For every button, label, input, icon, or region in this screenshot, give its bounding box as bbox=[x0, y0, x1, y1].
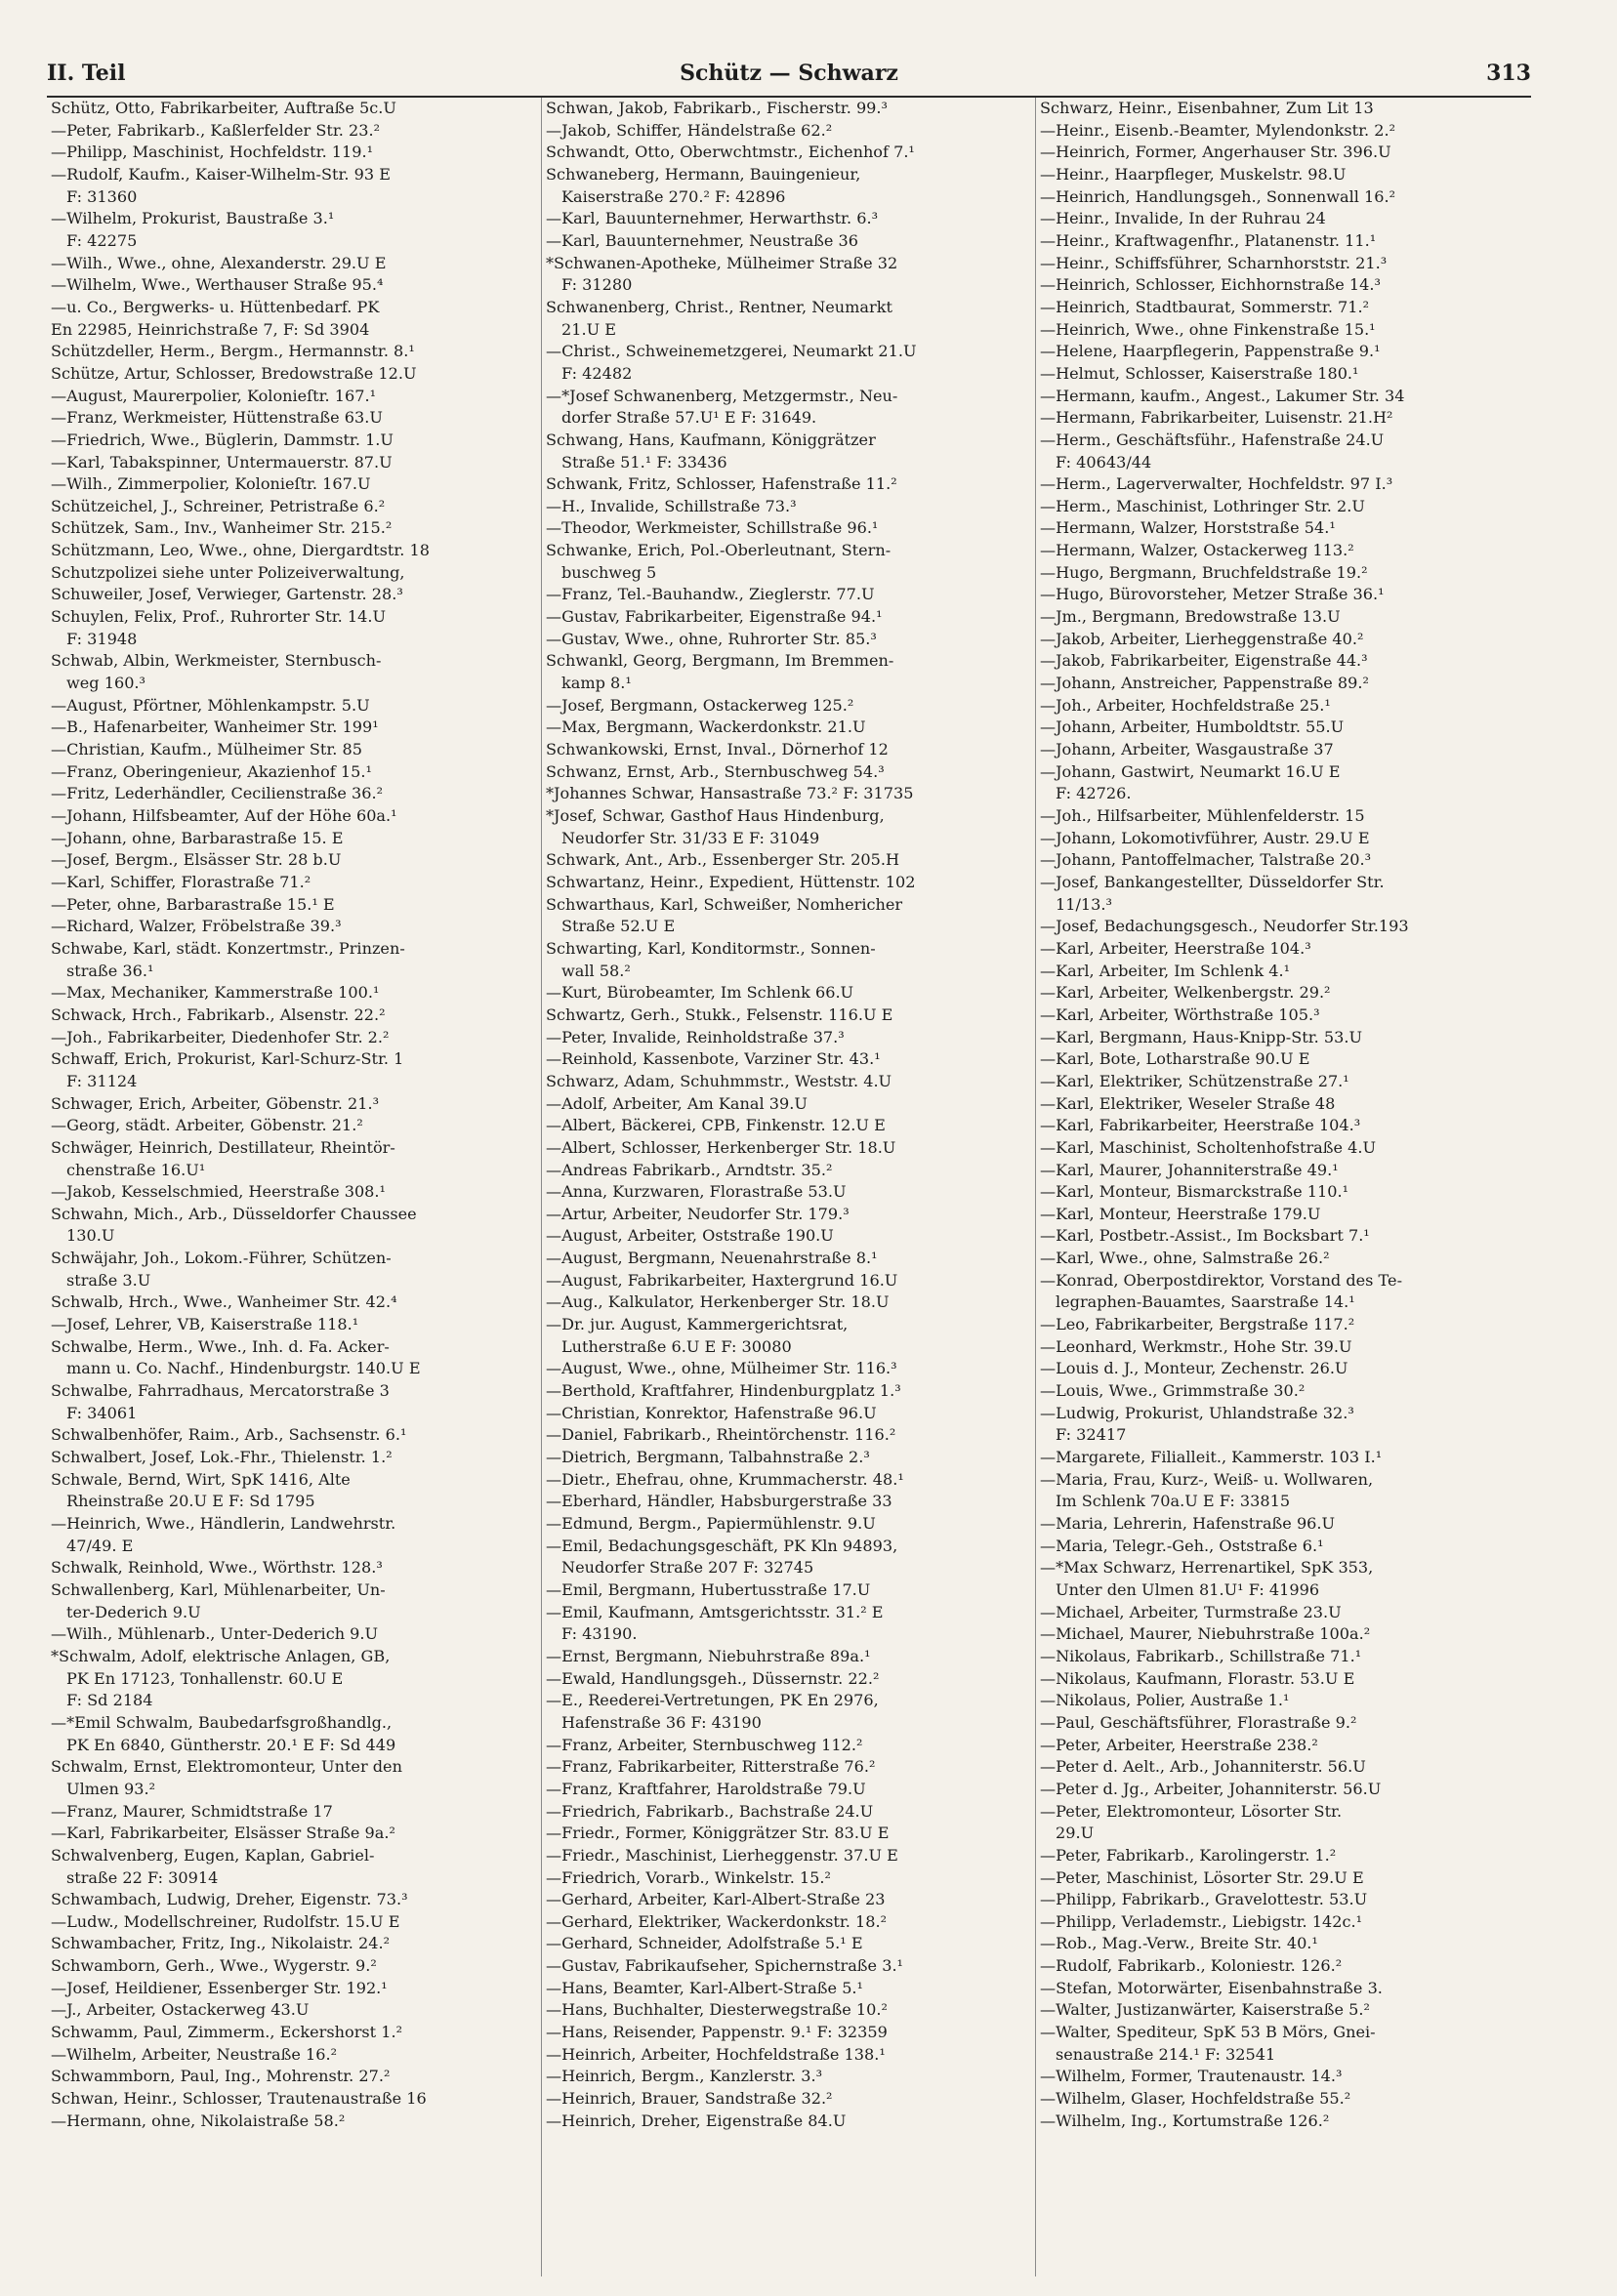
directory-entry: —Emil, Bedachungsgeschäft, PK Kln 94893, bbox=[546, 1536, 898, 1555]
directory-entry: —Gustav, Fabrikaufseher, Spichernstraße 3.¹ bbox=[546, 1956, 904, 1976]
directory-entry: —Hugo, Bürovorsteher, Metzer Straße 36.¹ bbox=[1040, 585, 1385, 604]
directory-entry: Schwabe, Karl, städt. Konzertmstr., Prinzen- bbox=[51, 938, 405, 958]
directory-entry: Schwanz, Ernst, Arb., Sternbuschweg 54.³ bbox=[546, 761, 885, 781]
directory-entry: —August, Bergmann, Neuenahrstraße 8.¹ bbox=[546, 1249, 878, 1268]
directory-entry: senaustraße 214.¹ F: 32541 bbox=[1056, 2044, 1276, 2064]
directory-entry: F: 40643/44 bbox=[1056, 452, 1152, 472]
directory-entry: —Daniel, Fabrikarb., Rheintörchenstr. 116.² bbox=[546, 1425, 896, 1445]
directory-entry: —Louis, Wwe., Grimmstraße 30.² bbox=[1040, 1381, 1306, 1401]
directory-entry: —Kurt, Bürobeamter, Im Schlenk 66.U bbox=[546, 983, 854, 1003]
directory-entry: —Gustav, Fabrikarbeiter, Eigenstraße 94.¹ bbox=[546, 607, 883, 627]
directory-entry: F: 42482 bbox=[561, 363, 633, 383]
directory-entry: —Peter, Fabrikarb., Kaßlerfelder Str. 23.² bbox=[51, 120, 381, 140]
directory-entry: Schützeichel, J., Schreiner, Petristraße 6.² bbox=[51, 496, 386, 515]
directory-entry: ter-Dederich 9.U bbox=[66, 1602, 201, 1621]
directory-entry: —Gerhard, Schneider, Adolfstraße 5.¹ E bbox=[546, 1934, 863, 1953]
directory-entry: —Theodor, Werkmeister, Schillstraße 96.¹ bbox=[546, 518, 879, 538]
directory-entry: Schwab, Albin, Werkmeister, Sternbusch- bbox=[51, 651, 382, 671]
directory-entry: Schwalbe, Herm., Wwe., Inh. d. Fa. Acker- bbox=[51, 1336, 390, 1356]
directory-entry: —Heinrich, Former, Angerhauser Str. 396.U bbox=[1040, 143, 1391, 162]
directory-entry: —Dietrich, Bergmann, Talbahnstraße 2.³ bbox=[546, 1448, 870, 1467]
directory-entry: Schwack, Hrch., Fabrikarb., Alsenstr. 22.² bbox=[51, 1004, 386, 1024]
directory-entry: Schwanenberg, Christ., Rentner, Neumarkt bbox=[546, 297, 892, 316]
directory-entry: —Walter, Justizanwärter, Kaiserstraße 5.² bbox=[1040, 2000, 1370, 2020]
directory-entry: —Dr. jur. August, Kammergerichtsrat, bbox=[546, 1315, 849, 1334]
directory-entry: —Philipp, Verlademstr., Liebigstr. 142c.¹ bbox=[1040, 1911, 1363, 1931]
directory-entry: —Albert, Schlosser, Herkenberger Str. 18.U bbox=[546, 1137, 896, 1157]
directory-entry: —Franz, Maurer, Schmidtstraße 17 bbox=[51, 1801, 333, 1821]
directory-entry: —Peter, Maschinist, Lösorter Str. 29.U E bbox=[1040, 1867, 1364, 1887]
directory-entry: —Karl, Schiffer, Florastraße 71.² bbox=[51, 872, 311, 891]
directory-entry: —Heinr., Eisenb.-Beamter, Mylendonkstr. 2.² bbox=[1040, 120, 1396, 140]
directory-entry: —Friedrich, Fabrikarb., Bachstraße 24.U bbox=[546, 1801, 874, 1821]
directory-entry: —Heinrich, Handlungsgeh., Sonnenwall 16.² bbox=[1040, 186, 1396, 206]
directory-entry: Neudorfer Straße 207 F: 32745 bbox=[561, 1558, 814, 1578]
directory-entry: —Ewald, Handlungsgeh., Düssernstr. 22.² bbox=[546, 1668, 880, 1688]
directory-entry: —Edmund, Bergm., Papiermühlenstr. 9.U bbox=[546, 1514, 876, 1533]
directory-entry: Schwankowski, Ernst, Inval., Dörnerhof 12 bbox=[546, 740, 889, 759]
directory-entry: F: Sd 2184 bbox=[66, 1691, 153, 1710]
directory-entry: Schwahn, Mich., Arb., Düsseldorfer Chaussee bbox=[51, 1204, 417, 1223]
directory-entry: —August, Wwe., ohne, Mülheimer Str. 116.³ bbox=[546, 1359, 897, 1378]
directory-entry: —*Max Schwarz, Herrenartikel, SpK 353, bbox=[1040, 1558, 1374, 1578]
directory-entry: —Margarete, Filialleit., Kammerstr. 103 I.¹ bbox=[1040, 1448, 1383, 1467]
directory-entry: —Wilhelm, Glaser, Hochfeldstraße 55.² bbox=[1040, 2089, 1351, 2109]
directory-entry: —Gustav, Wwe., ohne, Ruhrorter Str. 85.³ bbox=[546, 629, 877, 648]
directory-entry: Schwang, Hans, Kaufmann, Königgrätzer bbox=[546, 430, 876, 449]
directory-entry: *Johannes Schwar, Hansastraße 73.² F: 31735 bbox=[546, 784, 914, 803]
directory-entry: —Johann, Anstreicher, Pappenstraße 89.² bbox=[1040, 674, 1369, 693]
directory-entry: —Karl, Maurer, Johanniterstraße 49.¹ bbox=[1040, 1160, 1339, 1179]
directory-entry: 21.U E bbox=[561, 319, 617, 339]
directory-entry: —Wilhelm, Prokurist, Baustraße 3.¹ bbox=[51, 209, 335, 228]
directory-entry: —Jakob, Schiffer, Händelstraße 62.² bbox=[546, 120, 833, 140]
directory-entry: —Karl, Tabakspinner, Untermauerstr. 87.U bbox=[51, 452, 393, 472]
directory-entry: Schwarthaus, Karl, Schweißer, Nomhericher bbox=[546, 894, 903, 914]
directory-entry: Schwager, Erich, Arbeiter, Göbenstr. 21.³ bbox=[51, 1093, 380, 1113]
directory-entry: Rheinstraße 20.U E F: Sd 1795 bbox=[66, 1492, 315, 1511]
directory-entry: Schutzpolizei siehe unter Polizeiverwaltung, bbox=[51, 562, 405, 582]
directory-entry: —Karl, Elektriker, Schützenstraße 27.¹ bbox=[1040, 1071, 1349, 1090]
directory-entry: —Michael, Arbeiter, Turmstraße 23.U bbox=[1040, 1602, 1342, 1621]
directory-entry: Schwan, Heinr., Schlosser, Trautenaustraße 16 bbox=[51, 2089, 427, 2109]
directory-entry: F: 42275 bbox=[66, 230, 138, 250]
directory-entry: Schützmann, Leo, Wwe., ohne, Diergardtstr. 18 bbox=[51, 541, 431, 560]
directory-entry: PK En 6840, Güntherstr. 20.¹ E F: Sd 449 bbox=[66, 1735, 396, 1754]
directory-entry: —Josef, Lehrer, VB, Kaiserstraße 118.¹ bbox=[51, 1315, 359, 1334]
column-3 bbox=[1035, 98, 1529, 2276]
directory-entry: —Rudolf, Fabrikarb., Koloniestr. 126.² bbox=[1040, 1956, 1343, 1976]
directory-entry: —Hermann, Walzer, Horststraße 54.¹ bbox=[1040, 518, 1336, 538]
directory-entry: —Eberhard, Händler, Habsburgerstraße 33 bbox=[546, 1492, 892, 1511]
directory-entry: mann u. Co. Nachf., Hindenburgstr. 140.U E bbox=[66, 1359, 421, 1378]
directory-entry: Unter den Ulmen 81.U¹ F: 41996 bbox=[1056, 1579, 1320, 1599]
directory-entry: —Max, Bergmann, Wackerdonkstr. 21.U bbox=[546, 718, 866, 737]
directory-entry: —Friedrich, Wwe., Büglerin, Dammstr. 1.U bbox=[51, 430, 394, 449]
directory-entry: —Wilhelm, Arbeiter, Neustraße 16.² bbox=[51, 2044, 338, 2064]
directory-entry: —Wilh., Mühlenarb., Unter-Dederich 9.U bbox=[51, 1624, 379, 1644]
directory-entry: —Jm., Bergmann, Bredowstraße 13.U bbox=[1040, 607, 1341, 627]
directory-entry: —Nikolaus, Fabrikarb., Schillstraße 71.¹ bbox=[1040, 1646, 1362, 1665]
directory-entry: —Friedrich, Vorarb., Winkelstr. 15.² bbox=[546, 1867, 831, 1887]
directory-entry: —Emil, Kaufmann, Amtsgerichtsstr. 31.² E bbox=[546, 1602, 884, 1621]
directory-entry: —Wilh., Wwe., ohne, Alexanderstr. 29.U E bbox=[51, 253, 387, 272]
directory-entry: weg 160.³ bbox=[66, 674, 146, 693]
directory-entry: —Heinr., Kraftwagenfhr., Platanenstr. 11.¹ bbox=[1040, 230, 1377, 250]
directory-entry: kamp 8.¹ bbox=[561, 674, 632, 693]
directory-entry: —Emil, Bergmann, Hubertusstraße 17.U bbox=[546, 1579, 871, 1599]
directory-entry: Schützek, Sam., Inv., Wanheimer Str. 215.² bbox=[51, 518, 393, 538]
directory-entry: straße 36.¹ bbox=[66, 961, 154, 980]
directory-entry: —Peter, Arbeiter, Heerstraße 238.² bbox=[1040, 1735, 1318, 1754]
directory-entry: 130.U bbox=[66, 1226, 115, 1246]
directory-entry: —Jakob, Kesselschmied, Heerstraße 308.¹ bbox=[51, 1182, 386, 1202]
directory-entry: Schuylen, Felix, Prof., Ruhrorter Str. 14.U bbox=[51, 607, 387, 627]
directory-entry: Schwalbenhöfer, Raim., Arb., Sachsenstr. 6.¹ bbox=[51, 1425, 407, 1445]
directory-entry: —Rudolf, Kaufm., Kaiser-Wilhelm-Str. 93 E bbox=[51, 164, 391, 184]
directory-entry: —Johann, Gastwirt, Neumarkt 16.U E bbox=[1040, 761, 1341, 781]
directory-entry: —Leonhard, Werkmstr., Hohe Str. 39.U bbox=[1040, 1336, 1352, 1356]
directory-entry: —Johann, ohne, Barbarastraße 15. E bbox=[51, 828, 344, 847]
directory-entry: Neudorfer Str. 31/33 E F: 31049 bbox=[561, 828, 820, 847]
directory-entry: —Wilhelm, Former, Trautenaustr. 14.³ bbox=[1040, 2067, 1343, 2086]
directory-entry: Lutherstraße 6.U E F: 30080 bbox=[561, 1336, 792, 1356]
directory-entry: —Joh., Arbeiter, Hochfeldstraße 25.¹ bbox=[1040, 695, 1331, 715]
directory-entry: PK En 17123, Tonhallenstr. 60.U E bbox=[66, 1668, 344, 1688]
directory-entry: chenstraße 16.U¹ bbox=[66, 1160, 206, 1179]
directory-entry: Kaiserstraße 270.² F: 42896 bbox=[561, 186, 786, 206]
directory-entry: —Karl, Postbetr.-Assist., Im Bocksbart 7.¹ bbox=[1040, 1226, 1370, 1246]
directory-entry: —Karl, Bote, Lotharstraße 90.U E bbox=[1040, 1049, 1310, 1069]
directory-entry: Hafenstraße 36 F: 43190 bbox=[561, 1712, 762, 1732]
directory-entry: —Paul, Geschäftsführer, Florastraße 9.² bbox=[1040, 1712, 1357, 1732]
directory-entry: Schwankl, Georg, Bergmann, Im Bremmen- bbox=[546, 651, 894, 671]
directory-entry: —August, Arbeiter, Oststraße 190.U bbox=[546, 1226, 834, 1246]
directory-entry: —B., Hafenarbeiter, Wanheimer Str. 199¹ bbox=[51, 718, 379, 737]
directory-entry: —Karl, Maschinist, Scholtenhofstraße 4.U bbox=[1040, 1137, 1377, 1157]
directory-entry: —Heinrich, Brauer, Sandstraße 32.² bbox=[546, 2089, 833, 2109]
directory-entry: —Georg, städt. Arbeiter, Göbenstr. 21.² bbox=[51, 1116, 363, 1135]
directory-entry: —Heinrich, Wwe., Händlerin, Landwehrstr. bbox=[51, 1514, 396, 1533]
directory-entry: —Gerhard, Arbeiter, Karl-Albert-Straße 23 bbox=[546, 1890, 886, 1909]
directory-entry: —Nikolaus, Polier, Austraße 1.¹ bbox=[1040, 1691, 1290, 1710]
directory-entry: —Hermann, Fabrikarbeiter, Luisenstr. 21.H² bbox=[1040, 408, 1393, 428]
directory-entry: —Karl, Monteur, Bismarckstraße 110.¹ bbox=[1040, 1182, 1349, 1202]
directory-entry: Schwalk, Reinhold, Wwe., Wörthstr. 128.³ bbox=[51, 1558, 383, 1578]
directory-entry: Schwark, Ant., Arb., Essenberger Str. 205.H bbox=[546, 850, 900, 870]
directory-entry: —Johann, Pantoffelmacher, Talstraße 20.³ bbox=[1040, 850, 1372, 870]
directory-entry: F: 43190. bbox=[561, 1624, 638, 1644]
directory-entry: —Maria, Frau, Kurz-, Weiß- u. Wollwaren, bbox=[1040, 1469, 1374, 1489]
directory-entry: —Herm., Lagerverwalter, Hochfeldstr. 97 I.³ bbox=[1040, 474, 1393, 494]
page-header bbox=[47, 57, 1531, 98]
directory-entry: Schwambach, Ludwig, Dreher, Eigenstr. 73.³ bbox=[51, 1890, 408, 1909]
directory-entry: —Christian, Konrektor, Hafenstraße 96.U bbox=[546, 1403, 877, 1422]
directory-entry: —Johann, Arbeiter, Wasgaustraße 37 bbox=[1040, 740, 1334, 759]
directory-entry: Im Schlenk 70a.U E F: 33815 bbox=[1056, 1492, 1291, 1511]
directory-entry: Schwarz, Adam, Schuhmmstr., Weststr. 4.U bbox=[546, 1071, 892, 1090]
directory-columns bbox=[47, 98, 1537, 2276]
page-number: 313 bbox=[1486, 61, 1531, 86]
directory-entry: Schwambacher, Fritz, Ing., Nikolaistr. 24.² bbox=[51, 1934, 391, 1953]
directory-entry: —Karl, Arbeiter, Wörthstraße 105.³ bbox=[1040, 1004, 1320, 1024]
directory-entry: —Hugo, Bergmann, Bruchfeldstraße 19.² bbox=[1040, 562, 1368, 582]
column-2 bbox=[541, 98, 1035, 2276]
directory-entry: —Peter, Elektromonteur, Lösorter Str. bbox=[1040, 1801, 1343, 1821]
directory-entry: Schwäjahr, Joh., Lokom.-Führer, Schützen- bbox=[51, 1249, 392, 1268]
directory-entry: —Ludw., Modellschreiner, Rudolfstr. 15.U E bbox=[51, 1911, 400, 1931]
directory-entry: —Josef, Bankangestellter, Düsseldorfer Str. bbox=[1040, 872, 1385, 891]
directory-entry: —Karl, Arbeiter, Im Schlenk 4.¹ bbox=[1040, 961, 1291, 980]
directory-entry: —Hermann, ohne, Nikolaistraße 58.² bbox=[51, 2111, 346, 2130]
directory-entry: —Karl, Arbeiter, Heerstraße 104.³ bbox=[1040, 938, 1311, 958]
directory-entry: Schwartanz, Heinr., Expedient, Hüttenstr. 102 bbox=[546, 872, 916, 891]
directory-entry: *Schwanen-Apotheke, Mülheimer Straße 32 bbox=[546, 253, 898, 272]
directory-entry: Schwalb, Hrch., Wwe., Wanheimer Str. 42.⁴ bbox=[51, 1292, 397, 1312]
directory-entry: Schwanke, Erich, Pol.-Oberleutnant, Stern- bbox=[546, 541, 891, 560]
directory-entry: F: 31280 bbox=[561, 275, 633, 295]
directory-entry: Schwarting, Karl, Konditormstr., Sonnen- bbox=[546, 938, 876, 958]
directory-entry: —Hans, Reisender, Pappenstr. 9.¹ F: 32359 bbox=[546, 2023, 888, 2042]
part-label: II. Teil bbox=[47, 61, 126, 86]
directory-entry: —Artur, Arbeiter, Neudorfer Str. 179.³ bbox=[546, 1204, 850, 1223]
directory-entry: —Anna, Kurzwaren, Florastraße 53.U bbox=[546, 1182, 847, 1202]
directory-entry: —Peter, Invalide, Reinholdstraße 37.³ bbox=[546, 1027, 845, 1046]
directory-entry: —Josef, Bergmann, Ostackerweg 125.² bbox=[546, 695, 854, 715]
directory-entry: Schwandt, Otto, Oberwchtmstr., Eichenhof 7.¹ bbox=[546, 143, 915, 162]
directory-entry: —Hans, Buchhalter, Diesterwegstraße 10.² bbox=[546, 2000, 888, 2020]
directory-entry: —Louis d. J., Monteur, Zechenstr. 26.U bbox=[1040, 1359, 1348, 1378]
directory-entry: En 22985, Heinrichstraße 7, F: Sd 3904 bbox=[51, 319, 370, 339]
directory-entry: —Helene, Haarpflegerin, Pappenstraße 9.¹ bbox=[1040, 342, 1381, 361]
directory-entry: —Reinhold, Kassenbote, Varziner Str. 43.¹ bbox=[546, 1049, 881, 1069]
directory-entry: F: 31948 bbox=[66, 629, 138, 648]
directory-entry: —E., Reederei-Vertretungen, PK En 2976, bbox=[546, 1691, 879, 1710]
directory-entry: Schwartz, Gerh., Stukk., Felsenstr. 116.U E bbox=[546, 1004, 893, 1024]
directory-entry: Straße 52.U E bbox=[561, 917, 676, 936]
directory-entry: 29.U bbox=[1056, 1824, 1095, 1843]
directory-entry: —Karl, Bergmann, Haus-Knipp-Str. 53.U bbox=[1040, 1027, 1363, 1046]
directory-entry: —Franz, Tel.-Bauhandw., Zieglerstr. 77.U bbox=[546, 585, 875, 604]
directory-entry: —Friedr., Maschinist, Lierheggenstr. 37.U E bbox=[546, 1845, 898, 1865]
directory-entry: —Walter, Spediteur, SpK 53 B Mörs, Gnei- bbox=[1040, 2023, 1376, 2042]
directory-entry: —Wilhelm, Wwe., Werthauser Straße 95.⁴ bbox=[51, 275, 384, 295]
directory-entry: dorfer Straße 57.U¹ E F: 31649. bbox=[561, 408, 817, 428]
directory-entry: —Karl, Fabrikarbeiter, Elsässer Straße 9a.² bbox=[51, 1824, 395, 1843]
directory-entry: Schwamborn, Gerh., Wwe., Wygerstr. 9.² bbox=[51, 1956, 377, 1976]
directory-entry: —Johann, Lokomotivführer, Austr. 29.U E bbox=[1040, 828, 1370, 847]
directory-entry: —Heinrich, Arbeiter, Hochfeldstraße 138.¹ bbox=[546, 2044, 886, 2064]
directory-entry: —Albert, Bäckerei, CPB, Finkenstr. 12.U E bbox=[546, 1116, 886, 1135]
directory-entry: —Heinrich, Schlosser, Eichhornstraße 14.³ bbox=[1040, 275, 1381, 295]
directory-entry: Schwalbert, Josef, Lok.-Fhr., Thielenstr. 1.² bbox=[51, 1448, 393, 1467]
directory-entry: —Karl, Bauunternehmer, Herwarthstr. 6.³ bbox=[546, 209, 879, 228]
directory-entry: —Philipp, Fabrikarb., Gravelottestr. 53.U bbox=[1040, 1890, 1368, 1909]
directory-entry: —Franz, Werkmeister, Hüttenstraße 63.U bbox=[51, 408, 383, 428]
directory-entry: straße 3.U bbox=[66, 1270, 151, 1290]
directory-entry: —Karl, Fabrikarbeiter, Heerstraße 104.³ bbox=[1040, 1116, 1361, 1135]
directory-entry: Schuweiler, Josef, Verwieger, Gartenstr. 28.³ bbox=[51, 585, 403, 604]
directory-entry: —Richard, Walzer, Fröbelstraße 39.³ bbox=[51, 917, 342, 936]
directory-entry: —Berthold, Kraftfahrer, Hindenburgplatz 1.³ bbox=[546, 1381, 901, 1401]
directory-entry: F: 42726. bbox=[1056, 784, 1132, 803]
directory-entry: —Aug., Kalkulator, Herkenberger Str. 18.U bbox=[546, 1292, 890, 1312]
directory-entry: —Friedr., Former, Königgrätzer Str. 83.U E bbox=[546, 1824, 890, 1843]
directory-entry: Schwan, Jakob, Fabrikarb., Fischerstr. 99.³ bbox=[546, 99, 888, 117]
directory-entry: —Franz, Oberingenieur, Akazienhof 15.¹ bbox=[51, 761, 372, 781]
directory-entry: 11/13.³ bbox=[1056, 894, 1112, 914]
directory-entry: —Heinr., Invalide, In der Ruhrau 24 bbox=[1040, 209, 1326, 228]
directory-entry: —Rob., Mag.-Verw., Breite Str. 40.¹ bbox=[1040, 1934, 1318, 1953]
directory-entry: —Karl, Elektriker, Weseler Straße 48 bbox=[1040, 1093, 1336, 1113]
directory-entry: —Philipp, Maschinist, Hochfeldstr. 119.¹ bbox=[51, 143, 374, 162]
directory-entry: Schwalbe, Fahrradhaus, Mercatorstraße 3 bbox=[51, 1381, 390, 1401]
directory-entry: —Peter, Fabrikarb., Karolingerstr. 1.² bbox=[1040, 1845, 1337, 1865]
directory-entry: Schwalvenberg, Eugen, Kaplan, Gabriel- bbox=[51, 1845, 375, 1865]
directory-entry: —Karl, Arbeiter, Welkenbergstr. 29.² bbox=[1040, 983, 1331, 1003]
directory-entry: buschweg 5 bbox=[561, 562, 657, 582]
directory-entry: —Heinrich, Dreher, Eigenstraße 84.U bbox=[546, 2111, 847, 2130]
directory-entry: —Joh., Hilfsarbeiter, Mühlenfelderstr. 15 bbox=[1040, 806, 1365, 825]
directory-entry: —Michael, Maurer, Niebuhrstraße 100a.² bbox=[1040, 1624, 1371, 1644]
directory-entry: straße 22 F: 30914 bbox=[66, 1867, 219, 1887]
directory-entry: wall 58.² bbox=[561, 961, 631, 980]
directory-entry: —Dietr., Ehefrau, ohne, Krummacherstr. 48.¹ bbox=[546, 1469, 904, 1489]
column-1 bbox=[47, 98, 541, 2276]
directory-entry: —Heinr., Schiffsführer, Scharnhorststr. 21.³ bbox=[1040, 253, 1388, 272]
directory-entry: —Johann, Arbeiter, Humboldtstr. 55.U bbox=[1040, 718, 1345, 737]
directory-entry: Schwammborn, Paul, Ing., Mohrenstr. 27.² bbox=[51, 2067, 391, 2086]
directory-entry: —August, Maurerpolier, Kolonieſtr. 167.¹ bbox=[51, 386, 377, 405]
directory-entry: 47/49. E bbox=[66, 1536, 134, 1555]
directory-entry: F: 31124 bbox=[66, 1071, 138, 1090]
directory-entry: *Josef, Schwar, Gasthof Haus Hindenburg, bbox=[546, 806, 885, 825]
directory-entry: legraphen-Bauamtes, Saarstraße 14.¹ bbox=[1056, 1292, 1355, 1312]
name-range: Schütz — Schwarz bbox=[680, 61, 898, 86]
directory-entry: —Joh., Fabrikarbeiter, Diedenhofer Str. 2.² bbox=[51, 1027, 390, 1046]
directory-entry: —H., Invalide, Schillstraße 73.³ bbox=[546, 496, 797, 515]
directory-entry: Schütz, Otto, Fabrikarbeiter, Auftraße 5c.U bbox=[51, 99, 396, 117]
directory-entry: —August, Pförtner, Möhlenkampstr. 5.U bbox=[51, 695, 370, 715]
directory-entry: —Josef, Bergm., Elsässer Str. 28 b.U bbox=[51, 850, 342, 870]
directory-entry: —Leo, Fabrikarbeiter, Bergstraße 117.² bbox=[1040, 1315, 1355, 1334]
directory-entry: —J., Arbeiter, Ostackerweg 43.U bbox=[51, 2000, 310, 2020]
directory-entry: Schütze, Artur, Schlosser, Bredowstraße 12.U bbox=[51, 363, 417, 383]
directory-entry: —Jakob, Fabrikarbeiter, Eigenstraße 44.³ bbox=[1040, 651, 1368, 671]
directory-entry: —August, Fabrikarbeiter, Haxtergrund 16.U bbox=[546, 1270, 898, 1290]
directory-entry: Schwaneberg, Hermann, Bauingenieur, bbox=[546, 164, 861, 184]
directory-entry: —u. Co., Bergwerks- u. Hüttenbedarf. PK bbox=[51, 297, 380, 316]
directory-entry: —*Josef Schwanenberg, Metzgermstr., Neu- bbox=[546, 386, 898, 405]
directory-entry: —Franz, Kraftfahrer, Haroldstraße 79.U bbox=[546, 1779, 866, 1798]
directory-entry: —Herm., Geschäftsführ., Hafenstraße 24.U bbox=[1040, 430, 1385, 449]
directory-entry: —Christian, Kaufm., Mülheimer Str. 85 bbox=[51, 740, 362, 759]
directory-entry: Schwallenberg, Karl, Mühlenarbeiter, Un- bbox=[51, 1579, 386, 1599]
directory-entry: —Heinrich, Stadtbaurat, Sommerstr. 71.² bbox=[1040, 297, 1370, 316]
directory-entry: Schwalm, Ernst, Elektromonteur, Unter den bbox=[51, 1757, 402, 1777]
directory-entry: —Wilh., Zimmerpolier, Kolonieſtr. 167.U bbox=[51, 474, 371, 494]
directory-entry: —Nikolaus, Kaufmann, Florastr. 53.U E bbox=[1040, 1668, 1355, 1688]
directory-entry: Schwäger, Heinrich, Destillateur, Rheintör- bbox=[51, 1137, 395, 1157]
directory-entry: —Ludwig, Prokurist, Uhlandstraße 32.³ bbox=[1040, 1403, 1354, 1422]
directory-entry: —Wilhelm, Ing., Kortumstraße 126.² bbox=[1040, 2111, 1330, 2130]
directory-entry: *Schwalm, Adolf, elektrische Anlagen, GB, bbox=[51, 1646, 391, 1665]
directory-entry: Schwamm, Paul, Zimmerm., Eckershorst 1.² bbox=[51, 2023, 403, 2042]
directory-entry: Schwale, Bernd, Wirt, SpK 1416, Alte bbox=[51, 1469, 351, 1489]
directory-entry: —Hermann, kaufm., Angest., Lakumer Str. 34 bbox=[1040, 386, 1405, 405]
directory-entry: —Ernst, Bergmann, Niebuhrstraße 89a.¹ bbox=[546, 1646, 871, 1665]
directory-entry: —*Emil Schwalm, Baubedarfsgroßhandlg., bbox=[51, 1712, 393, 1732]
directory-entry: —Maria, Telegr.-Geh., Oststraße 6.¹ bbox=[1040, 1536, 1324, 1555]
directory-entry: —Heinr., Haarpfleger, Muskelstr. 98.U bbox=[1040, 164, 1347, 184]
directory-entry: —Karl, Monteur, Heerstraße 179.U bbox=[1040, 1204, 1321, 1223]
directory-entry: —Adolf, Arbeiter, Am Kanal 39.U bbox=[546, 1093, 808, 1113]
directory-entry: —Josef, Heildiener, Essenberger Str. 192.¹ bbox=[51, 1978, 388, 1997]
directory-entry: —Karl, Bauunternehmer, Neustraße 36 bbox=[546, 230, 859, 250]
directory-entry: —Fritz, Lederhändler, Cecilienstraße 36.² bbox=[51, 784, 384, 803]
directory-entry: F: 34061 bbox=[66, 1403, 138, 1422]
directory-entry: —Konrad, Oberpostdirektor, Vorstand des Te- bbox=[1040, 1270, 1403, 1290]
directory-entry: Schwarz, Heinr., Eisenbahner, Zum Lit 13 bbox=[1040, 99, 1374, 117]
directory-entry: —Johann, Hilfsbeamter, Auf der Höhe 60a.¹ bbox=[51, 806, 397, 825]
directory-entry: —Peter, ohne, Barbarastraße 15.¹ E bbox=[51, 894, 335, 914]
directory-entry: Schwank, Fritz, Schlosser, Hafenstraße 11.² bbox=[546, 474, 897, 494]
directory-entry: —Peter d. Jg., Arbeiter, Johanniterstr. 56.U bbox=[1040, 1779, 1382, 1798]
directory-entry: —Karl, Wwe., ohne, Salmstraße 26.² bbox=[1040, 1249, 1330, 1268]
directory-entry: —Herm., Maschinist, Lothringer Str. 2.U bbox=[1040, 496, 1365, 515]
directory-entry: —Christ., Schweinemetzgerei, Neumarkt 21.U bbox=[546, 342, 917, 361]
directory-entry: Schützdeller, Herm., Bergm., Hermannstr. 8.¹ bbox=[51, 342, 415, 361]
directory-entry: —Stefan, Motorwärter, Eisenbahnstraße 3. bbox=[1040, 1978, 1383, 1997]
directory-entry: —Josef, Bedachungsgesch., Neudorfer Str.193 bbox=[1040, 917, 1409, 936]
directory-entry: —Max, Mechaniker, Kammerstraße 100.¹ bbox=[51, 983, 380, 1003]
directory-entry: Straße 51.¹ F: 33436 bbox=[561, 452, 727, 472]
directory-entry: —Heinrich, Wwe., ohne Finkenstraße 15.¹ bbox=[1040, 319, 1376, 339]
directory-entry: —Franz, Fabrikarbeiter, Ritterstraße 76.² bbox=[546, 1757, 876, 1777]
directory-entry: F: 32417 bbox=[1056, 1425, 1127, 1445]
directory-entry: —Gerhard, Elektriker, Wackerdonkstr. 18.² bbox=[546, 1911, 888, 1931]
directory-entry: —Andreas Fabrikarb., Arndtstr. 35.² bbox=[546, 1160, 833, 1179]
directory-entry: —Peter d. Aelt., Arb., Johanniterstr. 56.U bbox=[1040, 1757, 1366, 1777]
directory-entry: Ulmen 93.² bbox=[66, 1779, 156, 1798]
directory-entry: —Jakob, Arbeiter, Lierheggenstraße 40.² bbox=[1040, 629, 1364, 648]
directory-entry: —Hans, Beamter, Karl-Albert-Straße 5.¹ bbox=[546, 1978, 864, 1997]
directory-entry: —Franz, Arbeiter, Sternbuschweg 112.² bbox=[546, 1735, 863, 1754]
directory-entry: —Heinrich, Bergm., Kanzlerstr. 3.³ bbox=[546, 2067, 823, 2086]
directory-entry: —Helmut, Schlosser, Kaiserstraße 180.¹ bbox=[1040, 363, 1359, 383]
directory-entry: —Hermann, Walzer, Ostackerweg 113.² bbox=[1040, 541, 1354, 560]
directory-entry: F: 31360 bbox=[66, 186, 138, 206]
directory-entry: Schwaff, Erich, Prokurist, Karl-Schurz-Str. 1 bbox=[51, 1049, 404, 1069]
directory-entry: —Maria, Lehrerin, Hafenstraße 96.U bbox=[1040, 1514, 1336, 1533]
